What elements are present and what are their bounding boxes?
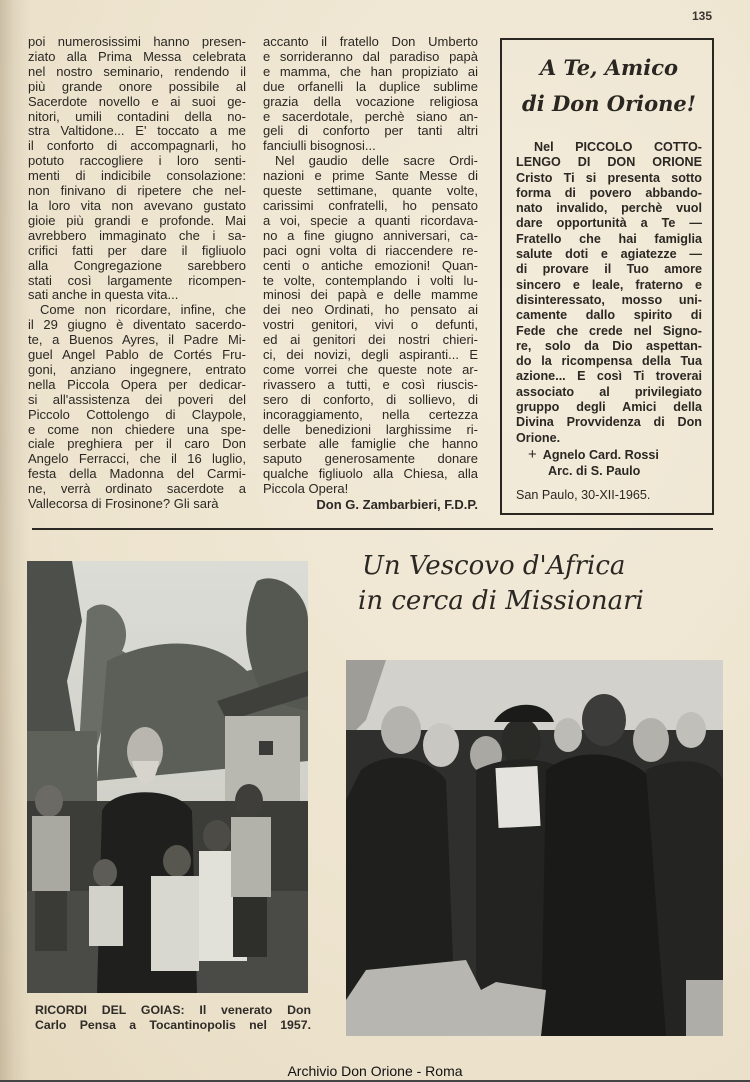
appeal-line: re, solo da Dio aspettan- — [516, 338, 702, 353]
article-line: fanciulli bisognosi... — [263, 138, 376, 154]
article-line: a voi, specie a quanti ricordava- — [263, 212, 478, 228]
page-number: 135 — [692, 9, 713, 23]
article-line: si all'assistenza dei poveri del — [28, 391, 246, 407]
appeal-date: San Paulo, 30-XII-1965. — [516, 488, 651, 502]
article-line: nazioni e prime Sante Messe di — [263, 168, 478, 184]
appeal-line: disinteressato, mosso uni- — [516, 292, 702, 307]
article-line: stra Valtidone... E' toccato a me — [28, 123, 246, 139]
appeal-line: Fratello che hai famiglia — [516, 231, 702, 246]
article-column-2 — [263, 35, 478, 513]
article-line: paci ogni volta di riaccendere re- — [263, 242, 478, 258]
appeal-line: di provare il Tuo amore — [516, 262, 702, 277]
article-line: carissimi confratelli, ho pensato — [263, 197, 478, 213]
article-line: queste settimane, quante volte, — [263, 183, 478, 199]
appeal-line: Nel PICCOLO COTTO- — [534, 140, 702, 154]
appeal-line: nato invalido, perchè vuol — [516, 201, 702, 216]
section-divider — [32, 528, 713, 530]
article-line: no a fine giugno anniversari, ca- — [263, 227, 478, 243]
article-line: saputo generosamente donare — [263, 451, 478, 467]
article-line: ne, verrà ordinato sacerdote a — [28, 481, 246, 497]
article-line: te volte, contemplando i volti lu- — [263, 272, 478, 288]
article-line: sati anche in questa vita... — [28, 287, 179, 303]
article-line: nella Piccola Opera per dedicar- — [28, 376, 246, 392]
appeal-line: Fede che crede nel Signo- — [516, 323, 702, 338]
article-line: dei neo Ordinati, ho pensato ai — [263, 302, 478, 318]
article-line: menti di indicibile consolazione: — [28, 168, 246, 184]
photo-don-carlo-pensa — [27, 561, 308, 993]
article-line: come vorrei che queste note ar- — [263, 361, 478, 377]
article-line: poi numerosissimi hanno presen- — [28, 34, 246, 49]
article-line: goni, anziano ingegnere, entrato — [28, 361, 246, 377]
article-line: non finivano di ripetere che nel- — [28, 183, 246, 199]
appeal-line: associato al privilegiato — [516, 384, 702, 399]
appeal-signature-name: Agnelo Card. Rossi — [542, 448, 659, 462]
appeal-line: forma di povero abbando- — [516, 185, 702, 200]
article-line: gioie più grandi e profonde. Mai — [28, 212, 246, 228]
article-signature: Don G. Zambarbieri, F.D.P. — [316, 497, 478, 513]
appeal-line: LENGO DI DON ORIONE — [516, 155, 702, 170]
headline-line-2: in cerca di Missionari — [358, 586, 644, 616]
article-line: nitori, umili contadini della no- — [28, 108, 246, 124]
photo-right-illustration — [346, 660, 723, 1036]
article-line: guel Angel Pablo de Cortés Fru- — [28, 347, 246, 363]
appeal-line: salute doti e agiatezze — — [516, 247, 702, 262]
appeal-box — [500, 38, 714, 515]
article-line: geli di conforto per tanti altri — [263, 123, 478, 139]
photo-left-illustration — [27, 561, 308, 993]
appeal-title-line-1: A Te, Amico — [539, 55, 679, 80]
article-line: Piccolo Cottolengo di Claypole, — [28, 406, 246, 422]
article-headline — [358, 549, 723, 619]
article-line: alla Congregazione sarebbero — [28, 257, 246, 273]
article-line: e mamma, che han propiziato ai — [263, 63, 478, 79]
appeal-line: dare opportunità a Te — — [516, 216, 702, 231]
article-line: più grande onore possibile al — [28, 78, 246, 94]
photo-african-bishop-with-clerics — [346, 660, 723, 1036]
article-line: ciale preghiera per il caro Don — [28, 436, 246, 452]
article-line: ci, dei novizi, degli aspiranti... E — [263, 347, 478, 363]
appeal-body — [516, 140, 702, 446]
article-line: incoraggiamento, nella certezza — [263, 406, 478, 422]
article-column-1 — [28, 35, 246, 512]
article-line: ed ai genitori dei nostri chieri- — [263, 332, 478, 348]
cross-icon: + — [528, 446, 537, 463]
article-line: vostri genitori, vivi o defunti, — [263, 317, 478, 333]
article-line: la loro vita non avevano gustato — [28, 197, 246, 213]
appeal-line: Cristo Ti si presenta sotto — [516, 170, 702, 185]
appeal-line: do la ricompensa della Tua — [516, 354, 702, 369]
article-line: il 29 giugno è diventato sacerdo- — [28, 317, 246, 333]
article-line: minosi dei papà e delle mamme — [263, 287, 478, 303]
article-line: e sacerdotale, perchè siano an- — [263, 108, 478, 124]
article-line: due orfanelli la duplice sublime — [263, 78, 478, 94]
headline-line-1: Un Vescovo d'Africa — [362, 551, 626, 581]
article-line: grazia della vocazione religiosa — [263, 93, 478, 109]
archive-footer: Archivio Don Orione - Roma — [287, 1063, 463, 1079]
article-line: te, a Buenos Ayres, il Padre Mi- — [28, 332, 246, 348]
appeal-signature-title: Arc. di S. Paulo — [548, 463, 641, 478]
caption-line-2: Carlo Pensa a Tocantinopolis nel 1957. — [35, 1018, 311, 1032]
article-line: serbate alle famiglie che hanno — [263, 436, 478, 452]
article-line: e sorrideranno dal paradiso papà — [263, 48, 478, 64]
article-line: Piccola Opera! — [263, 481, 349, 497]
appeal-line: sincero e leale, fraterno e — [516, 277, 702, 292]
article-line: accanto il fratello Don Umberto — [263, 34, 478, 49]
article-line: centi o antiche emozioni! Quan- — [263, 257, 478, 273]
article-line: Nel gaudio delle sacre Ordi- — [275, 153, 478, 169]
appeal-title — [512, 50, 706, 122]
article-line: e come non chiedere una spe- — [28, 421, 246, 437]
article-line: avrebbero immaginato che i sa- — [28, 227, 246, 243]
photo-left-caption — [35, 1003, 311, 1033]
caption-line-1: RICORDI DEL GOIAS: Il venerato Don — [35, 1003, 311, 1017]
article-line: potuto raccogliere i loro senti- — [28, 153, 246, 169]
article-line: qualche figliuolo alla Chiesa, alla — [263, 466, 478, 482]
article-line: nel nostro seminario, rendendo il — [28, 63, 246, 79]
article-line: delle benedizioni larghissime ri- — [263, 421, 478, 437]
appeal-line: Orione. — [516, 430, 561, 445]
article-line: rivassero a tutti, e così riuscis- — [263, 376, 478, 392]
article-line: festa della Madonna del Carmi- — [28, 466, 246, 482]
article-line: Vallecorsa di Frosinone? Gli sarà — [28, 496, 219, 512]
appeal-title-line-2: di Don Orione! — [522, 91, 696, 116]
article-line: Angelo Ferracci, che il 16 luglio, — [28, 451, 246, 467]
appeal-line: gruppo degli Amici della — [516, 400, 702, 415]
article-line: Sacerdote novello e ai suoi ge- — [28, 93, 246, 109]
appeal-line: Divina Provvidenza di Don — [516, 415, 702, 430]
article-line: crifici fatti per dare il figliuolo — [28, 242, 246, 258]
article-line: stati così largamente ricompen- — [28, 272, 246, 288]
article-line: il conforto di accompagnarli, ho — [28, 138, 246, 154]
appeal-line: camente dallo spirito di — [516, 308, 702, 323]
article-line: Come non ricordare, infine, che — [40, 302, 246, 318]
article-line: ziato alla Prima Messa celebrata — [28, 48, 246, 64]
article-line: sero di conforto, di sollievo, di — [263, 391, 478, 407]
appeal-signature — [528, 447, 710, 479]
appeal-line: azione... E così Ti troverai — [516, 369, 702, 384]
